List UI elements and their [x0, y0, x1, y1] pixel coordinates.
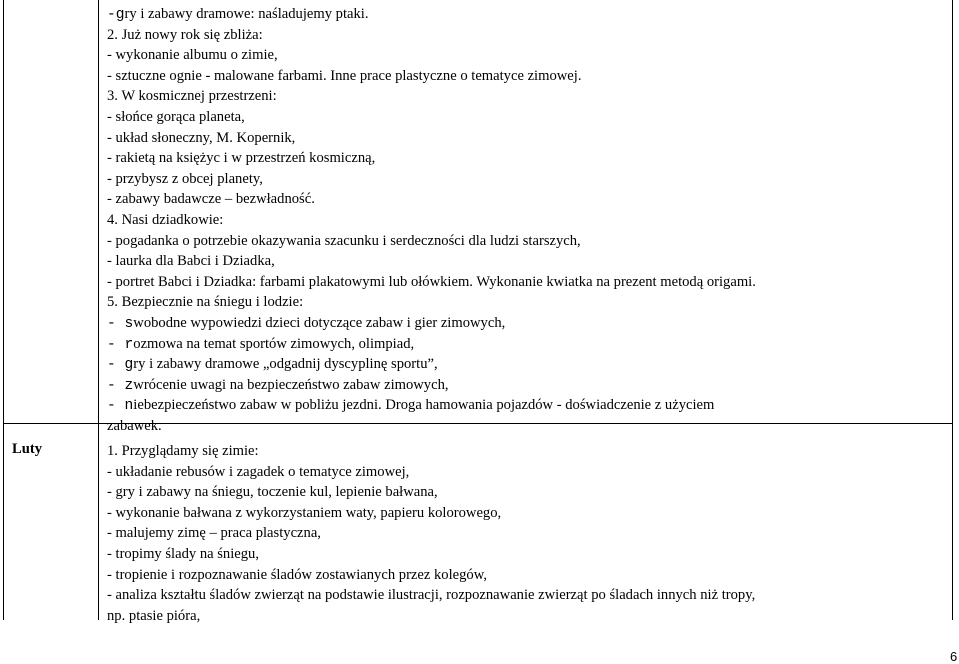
line-text: zabawek. [107, 417, 162, 434]
line-text: 2. Już nowy rok się zbliża: [107, 26, 263, 43]
line-text: - przybysz z obcej planety, [107, 170, 263, 187]
line-prefix: - r [107, 336, 134, 353]
text-line [107, 462, 755, 483]
line-prefix: - g [107, 357, 134, 374]
line-prefix: -g [107, 7, 125, 23]
line-prefix: - z [107, 377, 134, 394]
text-line [107, 395, 756, 416]
line-text: - gry i zabawy na śniegu, toczenie kul, lepienie bałwana, [107, 484, 438, 501]
text-line [107, 251, 756, 272]
text-line [107, 292, 756, 313]
line-text: wrócenie uwagi na bezpieczeństwo zabaw zimowych, [133, 376, 449, 393]
line-text: - zabawy badawcze – bezwładność. [107, 191, 315, 208]
text-line [107, 416, 756, 437]
line-text: - laurka dla Babci i Dziadka, [107, 253, 275, 270]
text-line [107, 565, 755, 586]
line-prefix: - s [107, 315, 134, 332]
line-text: - tropienie i rozpoznawanie śladów zostawianych przez kolegów, [107, 566, 487, 583]
line-text: np. ptasie pióra, [107, 607, 201, 624]
text-line [107, 45, 756, 66]
line-text: 1. Przyglądamy się zimie: [107, 443, 259, 459]
text-line [107, 375, 756, 396]
text-line [107, 272, 756, 293]
line-text: - sztuczne ognie - malowane farbami. Inne prace plastyczne o tematyce zimowej. [107, 67, 582, 84]
text-line [107, 231, 756, 252]
text-line [107, 313, 756, 334]
text-line [107, 585, 755, 606]
line-text: - słońce gorąca planeta, [107, 108, 245, 125]
line-text: ry i zabawy dramowe „odgadnij dyscyplinę sportu”, [133, 356, 438, 373]
table-left-border [3, 0, 4, 620]
text-line [107, 441, 755, 462]
line-text: - wykonanie albumu o zimie, [107, 47, 278, 64]
text-line [107, 544, 755, 565]
line-text: - portret Babci i Dziadka: farbami plakatowymi lub ołówkiem. Wykonanie kwiatka na prezent metodą origami. [107, 273, 756, 290]
line-text: - analiza kształtu śladów zwierząt na podstawie ilustracji, rozpoznawanie zwierząt po śladach innych niż tropy, [107, 587, 756, 604]
line-prefix: - n [107, 398, 134, 415]
line-text: 3. W kosmicznej przestrzeni: [107, 88, 277, 105]
text-line [107, 107, 756, 128]
line-text: - tropimy ślady na śniegu, [107, 545, 259, 562]
line-text: 5. Bezpiecznie na śniegu i lodzie: [107, 294, 304, 311]
line-text: 4. Nasi dziadkowie: [107, 211, 224, 228]
line-text: ozmowa na temat sportów zimowych, olimpiad, [133, 335, 415, 352]
table-right-border [952, 0, 953, 620]
text-line [107, 189, 756, 210]
text-line [107, 25, 756, 46]
line-text: - wykonanie bałwana z wykorzystaniem waty, papieru kolorowego, [107, 504, 502, 521]
text-line [107, 523, 755, 544]
text-line [107, 128, 756, 149]
month-label: Luty [12, 441, 43, 457]
line-text: - układanie rebusów i zagadek o tematyce zimowej, [107, 463, 410, 480]
line-text: - układ słoneczny, M. Kopernik, [107, 129, 296, 146]
text-line [107, 334, 756, 355]
text-line [107, 210, 756, 231]
line-text: ry i zabawy dramowe: naśladujemy ptaki. [124, 6, 369, 22]
page-number: 6 [950, 649, 958, 664]
line-text: - malujemy zimę – praca plastyczna, [107, 525, 321, 542]
text-line [107, 4, 756, 25]
line-text: iebezpieczeństwo zabaw w pobliżu jezdni. Droga hamowania pojazdów - doświadczenie z użyciem [133, 397, 715, 414]
text-line [107, 148, 756, 169]
text-line [107, 606, 755, 627]
text-line [107, 354, 756, 375]
line-text: wobodne wypowiedzi dzieci dotyczące zabaw i gier zimowych, [133, 314, 506, 331]
text-line [107, 86, 756, 107]
text-line [107, 169, 756, 190]
table-column-divider [98, 0, 99, 620]
section-2-content [107, 441, 755, 626]
line-text: - rakietą na księżyc i w przestrzeń kosmiczną, [107, 150, 376, 167]
text-line [107, 66, 756, 87]
text-line [107, 503, 755, 524]
line-text: - pogadanka o potrzebie okazywania szacunku i serdeczności dla ludzi starszych, [107, 232, 581, 249]
text-line [107, 482, 755, 503]
section-1-content [107, 4, 756, 436]
